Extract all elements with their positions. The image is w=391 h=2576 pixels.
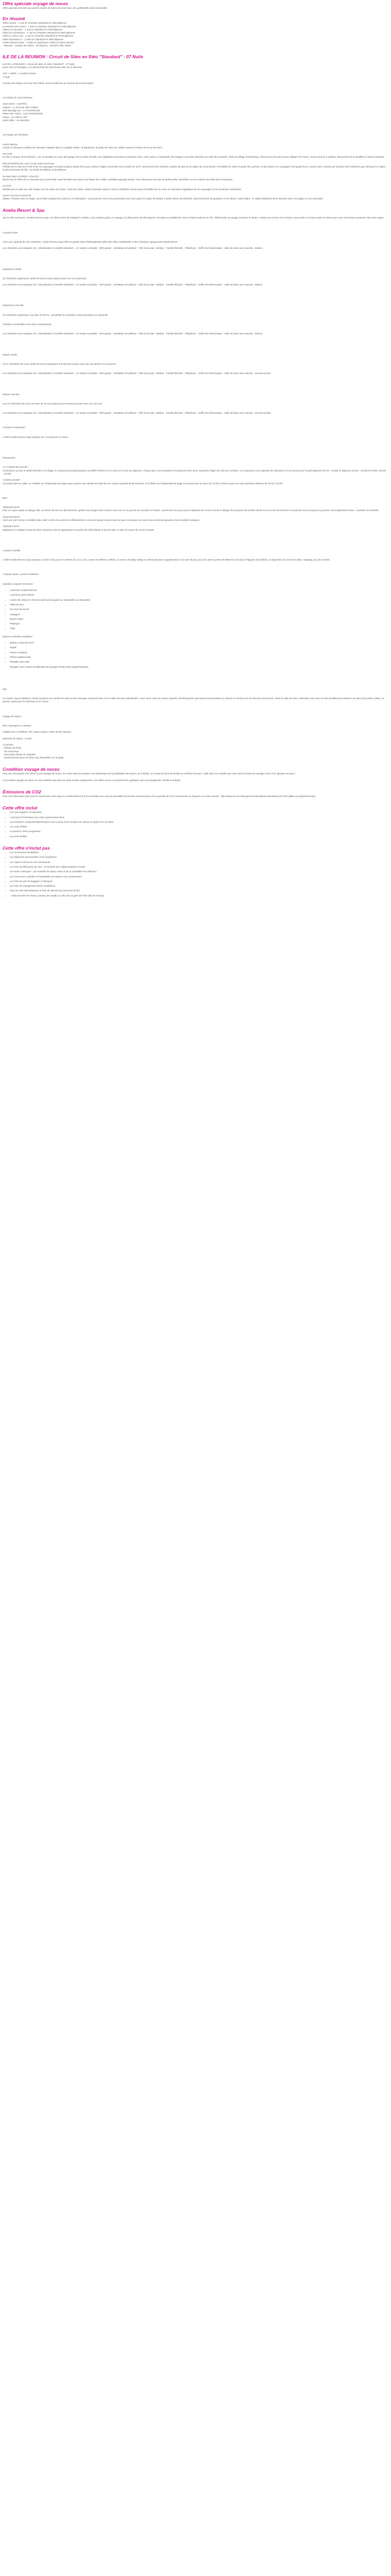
room-section [3,353,386,376]
stage-text: Un des 3 cirques de la Réunion : par sa situation au cœur des gorges de la rivière du Mât, une végétation luxuriante et présente avec, entre autres, le spectacle des longues cascades blanches du Voile de la Mariée. Visite du village d'Hell-Bourg, classé parmi les plus beaux villages de France. Avant d'arriver à Salazie, découverte de la Vanillerie à Sainte-Suzanne. [3,156,385,159]
exclut-item: • Les dépenses personnelles et les pourboires [10,856,386,859]
bar-item [3,506,386,513]
exclut-item: • Les taxes d'aéroport - pré-contrôle de séjour selon la loi au préalable et la décision [10,870,386,873]
bar-name: "DOLPHIN BAR" [3,515,21,518]
activity-item: • Pétanque [10,622,386,625]
stage-name: PLAINE DES CAFRES / VOLCAN [3,175,39,178]
room-section-heading: L'espace privé [3,231,18,234]
room-section-text: Chambre confortable et de style contemporain. [3,323,52,326]
room-section-text: Les chambres sont équipées de : Climatisation à contrôle individuel - L'é simple ou double - WiFi gratuit - Ventilateur de plafond - Télé écran plat - Minibar - Facilité thé/café - Téléphone - Coffre-fort électronique - salle de bains avec douche - Balcon [3,247,263,250]
circuit-meta: Vols + Hôtels + Location Voiture [3,72,37,75]
family-heading: L'espace Famille [3,549,21,552]
room-section-text: Les chambres sont équipées de : Climatisation à contrôle individuel - L'é simple ou double - WiFi gratuit - Ventilateur de plafond - Télé écran plat - Minibar - Facilité thé/café - Téléphone - Coffre-fort électronique - salle de bains avec douche - Balcon. [3,283,263,286]
stage-name: DÉCOUVERTE DE L'EST et DU SUD SAUVAGE [3,162,55,165]
room-section-text: Les 20 Chambres de Luxe Vue Mer de 40 m2 proposent une terrasse privée avec une vue mer. [3,402,103,405]
stage-text: Mafate, l'histoire avec le cirque, accessible uniquement à pied ou en hélicoptère. Vous pourrez vivre une promenade sans vous plaire le cirque de Mafate à 3000 mètres de dénivelé, impressionnant de grandeur et de silence. Saint-Gilles : le station balnéaire de la Réunion avec ses plages et son animation. [3,197,324,200]
stages-heading: Les étapes de l'itinéraire [3,133,28,137]
resume-line: Hôtel Alamanda 3* - 2 nuits en Standard en Petit déjeuner [3,38,64,41]
spa-text: Le Garden Spa & Wellness Centre propose une variété de soins et de massages relaxants dans ses 6 salles de soin individuelles. Vous serez entre les mains expertes de thérapeutes qui sauront personnaliser la séance en fonction de vos besoins personnels. Outre la salle de soins, détendez-vous dans le bain bouillonnant extérieur au cœur d'un jardin calfeur, au jacuzzi, optez pour le hammam ou le sauna. [3,697,385,703]
restaurant-text: S'aventurer au plus le aéliant derrière et la plage, le restaurant principal propose un buffet à thème et un menu à la carte au déjeuner. Chaque jour, une animation est proposée ainsi qu'un spectacle l'aigle une fois par semaine. Le restaurant a une capacité de 250 places et est ouvert pour le petit déjeuner (07:00 - 10:00), le déjeuner (12:00 - 15:00) et le dîner (19:00 - 22:00). [3,469,386,475]
exclut-item: • Pour les vols internationaux et frais de dossier par personne (PTK) [10,889,386,892]
restaurant-name: "L'ESPLANADE" [3,479,21,482]
room-section-text: 12 Chambres Supérieure Jardin de 30 m2 (avec balcon privé vue sur la piscine) [3,277,87,280]
inclut-item: • Les vols réguliers Air Mauritius [10,811,386,814]
room-section-text: Avec une capacité de 150 chambres, Anelia Resort & Spa offre un grand choix d'hébergement allant des villas individuelles à des chambres typiquement Mauriciennes. [3,240,178,243]
inclut-item: • La pension selon programme [10,830,386,833]
voyage-line: Minimum de séjour : 6 nuits [3,737,32,740]
voyage-line: Mes Avantages & Cadeaux : [3,724,32,727]
room-section-heading: L'espace restauration [3,426,25,429]
nautique-item: • Bateau à fond de verre [10,641,386,645]
itinerary-hotel: Salazie : LA ROCHE DES CIMES [3,106,38,109]
exclut-list [3,851,386,897]
itinerary-hotel: Cilaos : LE VIEUX CEP [3,115,27,118]
restaurant-item [3,466,386,476]
room-section-text: Les chambres sont équipées de : Climatisation à contrôle individuel - L'é simple ou double - WiFi gratuit - Ventilateur de plafond - Télé écran plat - Minibar - Facilité thé/café - Téléphone - Coffre-fort électronique - salle de bains avec douche - Balcon. [3,332,263,335]
inclut-item: • L'accueil et l'assistance par notre représentant local [10,816,386,819]
circuit-intro: Entre mer et montagne, à la découverte des plus beaux sites de la Réunion. [3,65,83,69]
resume-line: Hôtel Le Vieux Cep - 1 nuit en Chambre Standard en Petit déjeuner [3,35,74,38]
exclut-item: • Les repas et boissons non mentionnés [10,861,386,864]
room-section-text: Les chambres sont équipées de : Climatisation à contrôle individuel - L'é simple ou double - WiFi gratuit - Ventilateur de plafond - Télé écran plat - Minibar - Facilité thé/café - Téléphone - Coffre-fort électronique - salle de bains avec douche - terrasse privée. [3,372,272,375]
nautique-item: • Sortie en bateau [10,651,386,654]
stage [3,175,386,182]
circuit-meta: Carnets des étapes et le tour des hôtels seront confirmés au moment de la réservation [3,81,93,84]
room-section [3,304,386,335]
nautique-item: • Pêche traditionnelle [10,656,386,659]
activities-list [3,589,386,631]
room-section-heading: Supérieure Jardin [3,267,22,270]
circuit-subtitle: ILE DE LA REUNION : Circuit de Sites en Stéo "Standard" - 07 Nuits [3,62,75,65]
exclut-item: • Les excursions, activités et éventuelles prestations non mentionnées [10,875,386,878]
bars-heading: Bars [3,496,8,499]
itinerary-hotel-list [3,103,386,122]
anelia-intro: Sur la côte sud-ouest, l'Anelia Resort & Spa, est hôtel récent de catégorie 4 étoiles, vous séduira grâce un voyage à la découverte de l'Ile Maurice. Rustique et traditionnel, tout en étant moderne et chic, l'hôtel invite au voyage à travers le temps. Anelia vous convie vers histoire, vous invite à en faire partie et espère que vous vivrez bons souvenirs des votre séjour. [3,216,384,219]
room-section [3,231,386,250]
room-section-text: Les 8 Chambres de Luxe Jardin de 40 m2 proposent une terrasse privée avec une vue directe sur la piscine. [3,362,117,365]
inclut-item: • Les nuits d'hôtel [10,835,386,838]
stage [3,143,386,150]
itinerary-hotel: Sud Sauvage Est : LA FOURNAISE [3,109,40,112]
room-section-heading: Deluxe Jardin [3,353,18,356]
voyage-line: - Surclassement pour un dîner aux chandelles sur la plage [3,756,64,759]
stage-name: CILAOS [3,184,11,188]
resume-line: - Réunion - Soutien de culture - Île Maurice - transfert offre Intilaa [3,44,71,47]
resume-line: La Roches des Cimes - 1 nuit en Chambre Standard en Petit déjeuner [3,25,76,28]
room-section [3,268,386,287]
voyage-line: - Vin mousseux [3,750,19,753]
spa-heading: Spa [3,687,7,690]
bar-text: Pour un repas rapide au Burger Bar, en hesse de bain ou décontractée, goûtez aux burgers faits maison avec vue sur la piscine en cascade en frutuel. Ouvert tous les jours pour le déjeuner de 12:00 à 15:00, le Burger Bar propose de la bière locale et un service de boissons à la piscine tout au long de la journée. Sont également inclus : cocktails et mocktails. [3,509,379,512]
resume-line: Hôtel La Fournaise - 1 nuit en Standard en Petit déjeuner [3,28,63,31]
activity-item: • 1 piscines pour enfants [10,594,386,597]
voyage-line: Valable (voir Conditions Très Haute Saison / Dites de Bo-Homes). [3,731,72,734]
exclut-item: • - Votre transfert de Roissy Charles de Gaulle ou Orly vers la gare de Paris (Île-de-France) [10,894,386,897]
condition-title: Condition voyage de noces [3,767,60,772]
resume-title: En résumé [3,16,25,22]
condition-text: Pour une réservation des offres et prix voyage de noces, les noces devront produire une photocopie de la publication des bancs ou à défaut, un extrait du livret de famille ou certificat de pacs. Celle-ci(i) n'est valable que mois après la date du mariage et pas à la signature du pacs. [3,772,296,775]
stage [3,184,386,191]
document-page [0,0,391,906]
bar-text: Dégustez un cocktail à base de rhum mauricien tout en appréciant le coucher de soleil depuis le Sunset Bar. Le Bar est ouvert de 10.00 à minuit. [3,528,155,531]
itinerary-hotel: Saint Gilles : ALAMANDA [3,118,30,122]
nautique-item: • Plongée sous-marine (certification de plongée PADI) (coût supplémentaire) [10,666,386,669]
voyage-heading: Voyage de Noces [3,715,22,718]
room-section-heading: Supérieure Vue Mer [3,304,24,307]
stage-text: Route vers le Piton de la Fournaise par la très belle route forestière qui mène à la Plaine des sables, véritable paysage lunaire. Puis découverte du Pas de Bellecombe, belvédère sur les cratères du Piton de la Fournaise. [3,178,233,181]
room-section-heading: Deluxe Vue Mer [3,393,20,396]
restaurant-item [3,479,386,485]
inclut-list [3,811,386,838]
voyage-line: - Plateau de fruits [3,747,22,750]
hotels-heading: Les hôtels de votre itinéraire [3,96,32,99]
resume-line: Hôtel Les Géraniums - 1 nuit en Chambre Standard en Petit déjeuner [3,31,75,35]
voyage-line: A l'arrivée : [3,743,14,746]
activity-item: • Centre de remise en forme (coach privé payant sur disponible sur demande) [10,599,386,602]
stage-name: SALAZIE [3,152,12,156]
stage [3,152,386,159]
stage-name: SAINT DENIS [3,143,18,146]
condition-text: Les produits voyage de noces ne sont valables que pour les deux mariés uniquement. Ces offres et prix ne peuvent être appliqués aux accompagnants, famille et enfants. [3,778,182,782]
family-text: L'hôtel Anelia Resort & Spa propose un Kids Club pour les enfants de 3 à 11 ans, ouvert de 09h00 à 18h00, un service de baby-sitting sur demande (avec supplément) et une aire de jeux pour les ados ouverte de 8h00 tous les jours d'égayés d'un billard, un baby-foot, du tennis de table, mahjong, jeux de société... [3,558,331,562]
bar-text: Avec une vue l'océan, le Dolphin Bar, situé à côté de la piscine a débordement, est ouvert jusqu'à minuit tous les jours et propose un vaste menu d'amuse-gueules et de cocktails exotiques. [3,519,201,521]
stage-name: SAINT GILLES et MAFATE [3,194,31,197]
sport-heading: L'Espace Sport, Loisirs et Détente [3,573,39,576]
activity-item: • Aquagym [10,613,386,616]
room-section [3,393,386,415]
inclut-item: • Les nuits d'hôtel [10,825,386,828]
activity-item: • Yoga [10,627,386,630]
bar-name: "SUNSET BAR" [3,525,20,528]
exclut-item: • Les frais de port de bagages à l'aéroport [10,880,386,883]
nautiques-heading: Sports & Activités Nautiques : [3,635,34,638]
room-section-text: 44 Chambres Supérieure Vue Mer de 30 m2 - possibilité de chambres communicantes sur demande. [3,313,109,316]
exclut-item: • Les frais de délivrance de visa - en fonction des réglementations locales [10,866,386,869]
stage-text: Arrivée à l'aéroport et début de l'aventure. Balade dans la Capitale créole : le Barachois, le jardin de l'état, les vieilles maisons créoles de la rue de Paris... [3,146,164,149]
circuit-title: ILE DE LA REUNION : Circuit de Sites en Stéo "Standard" - 07 Nuits [3,54,143,59]
stage [3,194,386,201]
nautiques-list [3,641,386,669]
stage-text: Montée par la route aux 400 virages vers le cirque de Cilaos. Visite de Cilaos, station thermale située à 1220 m d'altitude connue pour le lentillet de ses eaux, le spectacle magnifique de ses paysages et ses broderies artisanales. [3,188,242,191]
room-section-text: L'hôtel Anelia Resort & Spa dispose de 2 restaurants et 3 bars. [3,435,69,438]
stage-text: Profitez de la côte Est et l'Ile et de ses paysages escarpés jusqu'à Sainte Rose pour admirer l'église encerclée de la coulée de 1977. Découverte des récentes coulées de lave de la région du Grand Brulé. Possibilité de visiter le jardin des parfums et des épices en compagnie d'un guide local. Leurrés miel, montée par la plaine des Palmistes pour découvrir la région la plus luxuriante de l'île : les forêts de Bébour et de Bélouve. [3,165,386,172]
activity-item: • Un court de tennis [10,608,386,611]
page-title: Offre spéciale voyage de noces [3,1,68,6]
inclut-item: • Les transferts Aéroport/Hôtel/Aéroport sauf si prise d'une location de voiture en option lors du devis [10,821,386,824]
nautique-item: • Plongée avec tuba [10,660,386,664]
resume-hotel-list [3,22,386,47]
room-section-text: Les chambres sont équipées de : Climatisation à contrôle individuel - L'é simple ou double - WiFi gratuit - Ventilateur de plafond - Télé écran plat - Minibar - Facilité thé/café - Téléphone - Coffre-fort électronique - salle de bains avec douche - terrasse privée. [3,412,272,415]
activity-item: • Table de jeux [10,603,386,606]
bar-item [3,516,386,522]
nautique-item: • Kayak [10,646,386,649]
itinerary-hotel: Saint Denis : AUSTRAL [3,103,28,106]
restaurants-heading: Restaurants [3,456,15,460]
circuit-meta: 7 Nuits [3,75,10,78]
inclut-title: Cette offre inclut [3,805,38,811]
activities-heading: Activités et Sports Terrestres : [3,582,35,585]
co2-title: Émissions de CO2 [3,789,41,794]
voyage-line: - Décoration florale en chambre [3,753,36,756]
exclut-item: • Les frais de changement (selon conditions) [10,885,386,888]
anelia-title: Anelia Resort & Spa [3,208,45,213]
room-section [3,426,386,439]
restaurant-name: "LA TOQUE BLANCHE" [3,466,28,469]
co2-text: Pour une information plus précise concernant votre trajet en conformément à la loi Grenelle vous avez la possibilité de prendre connaissance de la quantité de CO2 consommée en cliquant sur le lien suivant : http://www.eco.mi nister.gouv.fr/calculateur/CalculateurCO2.htm (Bilan et programme.htm) [3,794,316,798]
stage [3,162,386,172]
activity-item: • Beach volley [10,618,386,621]
exclut-item: • Les assurances facultatives [10,851,386,854]
bar-item [3,525,386,532]
exclut-title: Cette offre n'inclut pas [3,845,50,851]
activity-item: • 2 piscines à débordement [10,589,386,592]
resume-line: Anelia Resort & Spa - 7 nuits en Supérieure Jardin en Demi-pension [3,41,74,44]
restaurant-text: Les pieds dans le sable, Le Grillade sur l'Esplanade de plage vous propose une variété de fruits de mer. D'une capacité de 80 couverts, le Grillade sur l'Esplanade de plage est ouvert tous les jours de 12:00 à 15:00 et pour les nuits spéciales d'Eaurie de 19:00 à 22:00. [3,482,283,485]
resume-line: Hôtel Austral - 1 nuit en Chambre Standard en Petit déjeuner [3,22,67,25]
itinerary-hotel: Plaine des Cafres : LES GERANIUMS [3,112,43,115]
bar-name: "BURGER BAR" [3,506,20,509]
intro-text: Offre spéciale réservée aux jeunes mariés de moins de neuf mois, des justificatifs seront demandés. [3,7,108,9]
